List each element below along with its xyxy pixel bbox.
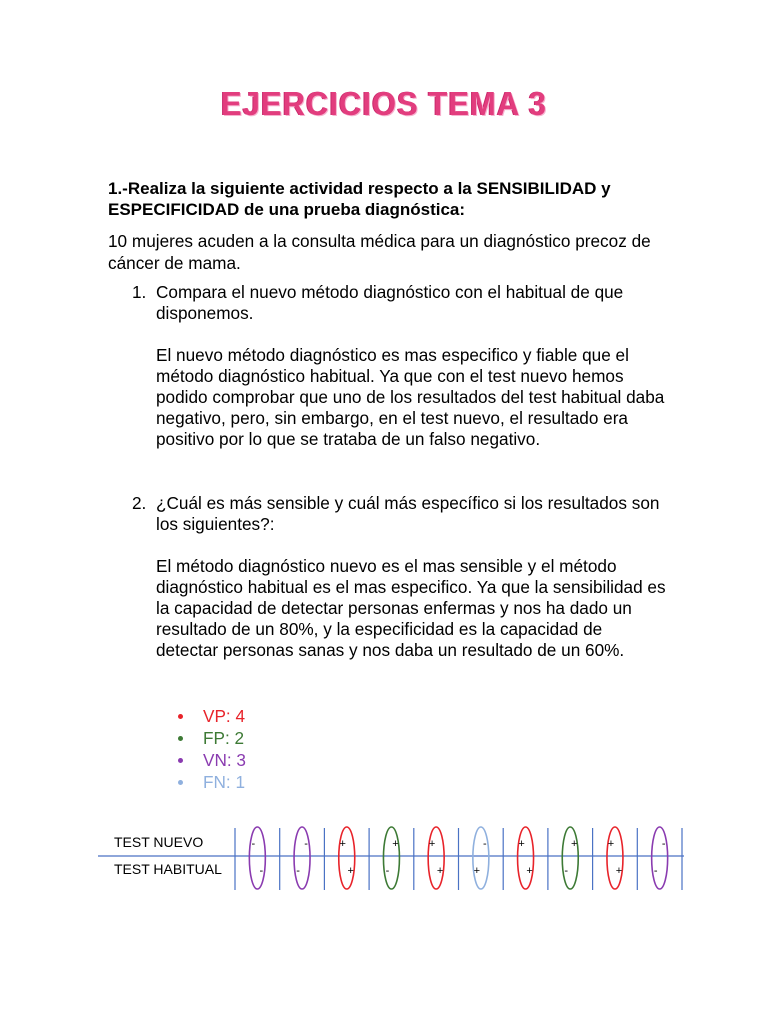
result-ellipse <box>562 827 578 889</box>
test-nuevo-sign: + <box>428 838 436 850</box>
result-ellipse <box>607 827 623 889</box>
test-nuevo-sign: + <box>339 838 346 850</box>
legend-label: VP: 4 <box>203 706 246 726</box>
legend-item-vp <box>176 705 246 727</box>
legend-label: FP: 2 <box>203 728 245 748</box>
legend-item-fn <box>176 771 246 793</box>
result-ellipse <box>339 827 355 889</box>
test-habitual-sign: + <box>436 865 444 877</box>
test-nuevo-sign: - <box>251 838 256 850</box>
legend-item-vn <box>176 749 246 771</box>
test-habitual-sign: + <box>473 865 481 877</box>
test-habitual-sign: + <box>526 865 533 877</box>
test-habitual-sign: + <box>615 865 623 877</box>
test-habitual-sign: - <box>259 865 264 877</box>
bullet-icon <box>178 758 183 763</box>
bullet-icon <box>178 736 183 741</box>
item-question: Compara el nuevo método diagnóstico con el habitual de que disponemos. <box>156 282 624 323</box>
item-answer: El nuevo método diagnóstico es mas especifico y fiable que el método diagnóstico habitual. Ya que con el test nuevo hemos podido comprobar que uno de los resultados del test habitual daba negativo, pero, sin embargo, en el test nuevo, el resultado era positivo por lo que se trataba de un falso negativo. <box>156 345 665 449</box>
result-ellipse <box>473 827 489 889</box>
legend-label: VN: 3 <box>203 750 246 770</box>
result-ellipse <box>428 827 444 889</box>
legend-item-fp <box>176 727 246 749</box>
question-heading: 1.-Realiza la siguiente actividad respecto a la SENSIBILIDAD y ESPECIFICIDAD de una prueba diagnóstica: <box>108 179 611 219</box>
result-ellipse <box>518 827 534 889</box>
results-table <box>0 820 768 900</box>
page-title: EJERCICIOS TEMA 3 <box>221 84 547 123</box>
result-ellipse <box>294 827 310 889</box>
result-ellipse <box>249 827 265 889</box>
bullet-icon <box>178 714 183 719</box>
test-nuevo-sign: - <box>483 838 487 850</box>
row-label-test-nuevo: TEST NUEVO <box>114 834 204 850</box>
item-answer: El método diagnóstico nuevo es el mas sensible y el método diagnóstico habitual es el mas especifico. Ya que la sensibilidad es la capacidad de detectar personas enfermas y nos ha dado un resultado de un 80%, y la especificidad es la capacidad de detectar personas sanas y nos daba un resultado de un 60%. <box>156 556 666 660</box>
test-nuevo-sign: + <box>607 838 615 850</box>
test-nuevo-sign: - <box>304 838 308 850</box>
test-habitual-sign: - <box>296 865 300 877</box>
test-nuevo-sign: + <box>392 838 399 850</box>
test-nuevo-sign: + <box>571 838 578 850</box>
test-habitual-sign: - <box>564 865 569 877</box>
item-number: 1. <box>132 282 147 302</box>
results-legend <box>176 705 246 793</box>
item-number: 2. <box>132 493 147 513</box>
result-ellipse <box>652 827 668 889</box>
test-habitual-sign: + <box>347 865 354 877</box>
row-label-test-habitual: TEST HABITUAL <box>114 861 222 877</box>
item-question: ¿Cuál es más sensible y cuál más específico si los resultados son los siguientes?: <box>156 493 660 534</box>
bullet-icon <box>178 780 183 785</box>
result-ellipse <box>383 827 399 889</box>
test-habitual-sign: - <box>385 865 390 877</box>
test-habitual-sign: - <box>653 865 658 877</box>
question-intro: 10 mujeres acuden a la consulta médica para un diagnóstico precoz de cáncer de mama. <box>108 231 651 273</box>
test-nuevo-sign: - <box>661 838 666 850</box>
legend-label: FN: 1 <box>203 772 246 792</box>
test-nuevo-sign: + <box>518 838 525 850</box>
